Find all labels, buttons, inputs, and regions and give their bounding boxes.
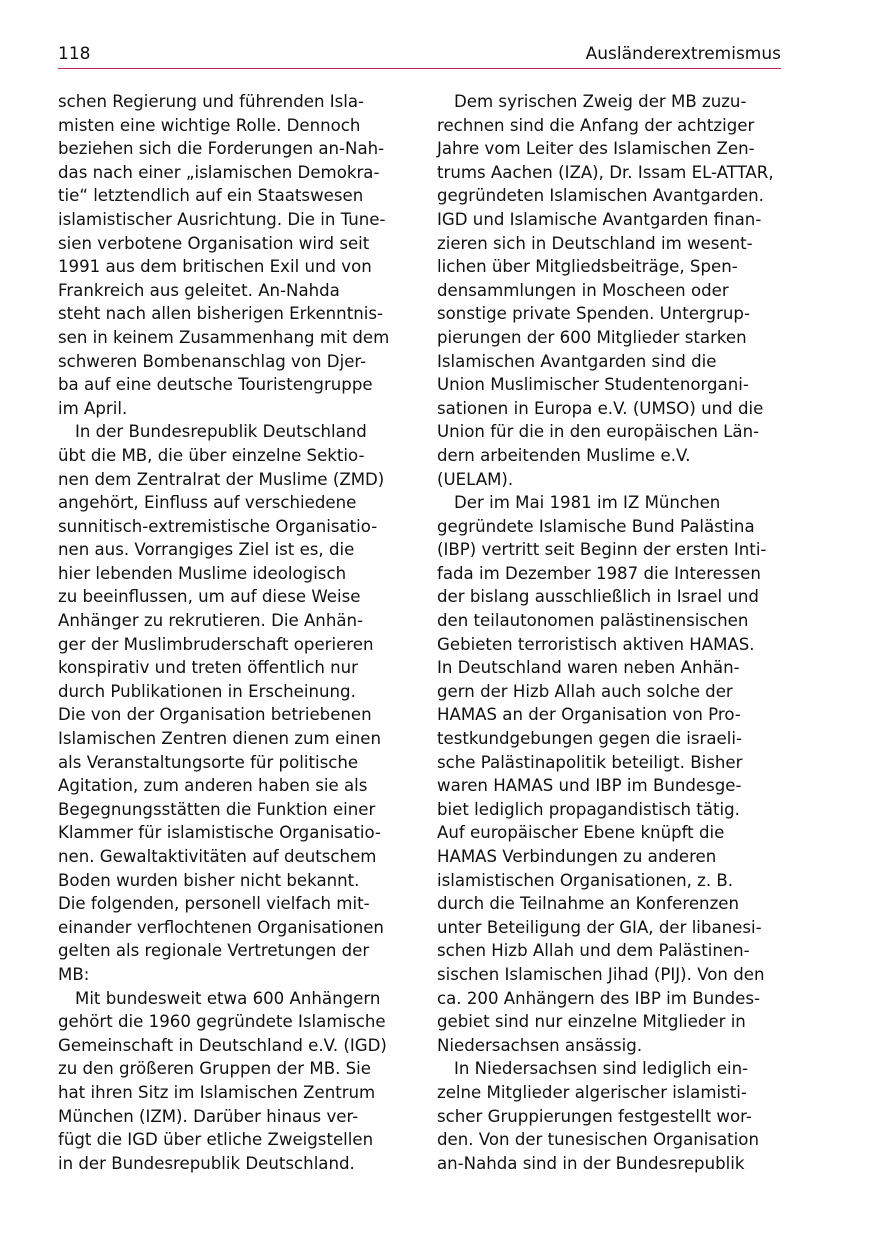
text-line: sche Palästinapolitik beteiligt. Bisher [437,752,743,772]
text-line: Klammer für islamistische Organisatio- [58,823,381,843]
text-line: schen Regierung und führenden Isla- [58,92,365,111]
text-line: pierungen der 600 Mitglieder starken [437,327,747,347]
text-line: Agitation, zum anderen haben sie als [58,776,368,796]
text-line: sationen in Europa e.V. (UMSO) und die [437,398,764,418]
text-line: MB: [58,964,90,984]
text-line: Die folgenden, personell vielfach mit- [58,894,370,914]
text-line: hat ihren Sitz im Islamischen Zentrum [58,1082,376,1102]
text-line: sischen Islamischen Jihad (PIJ). Von den [437,964,765,984]
text-line: Islamischen Zentren dienen zum einen [58,729,382,749]
text-line: Der im Mai 1981 im IZ München [454,493,721,513]
text-line: fada im Dezember 1987 die Interessen [437,563,761,583]
text-line: sunnitisch-extremistische Organisatio- [58,516,378,536]
text-line: scher Gruppierungen festgestellt wor- [437,1106,752,1126]
text-line: In der Bundesrepublik Deutschland [75,422,367,442]
text-line: In Niedersachsen sind lediglich ein- [454,1059,749,1079]
text-line: Islamischen Avantgarden sind die [437,351,717,371]
text-line: sonstige private Spenden. Untergrup- [437,304,750,324]
text-line: rechnen sind die Anfang der achtziger [437,115,755,135]
text-line: übt die MB, die über einzelne Sektio- [58,445,365,465]
text-line: ca. 200 Anhängern des IBP im Bundes- [437,988,760,1008]
text-line: nen dem Zentralrat der Muslime (ZMD) [58,469,385,489]
text-line: waren HAMAS und IBP im Bundesge- [437,776,742,796]
text-line: an-Nahda sind in der Bundesrepublik [437,1153,745,1173]
text-line: Union für die in den europäischen Län- [437,422,760,442]
text-line: ger der Muslimbruderschaft operieren [58,634,374,654]
text-line: 1991 aus dem britischen Exil und von [58,257,372,277]
text-line: als Veranstaltungsorte für politische [58,752,359,772]
text-line: sien verbotene Organisation wird seit [58,233,370,253]
text-line: trums Aachen (IZA), Dr. Issam EL-ATTAR, [437,162,774,182]
text-line: biet lediglich propagandistisch tätig. [437,799,740,819]
text-line: einander verflochtenen Organisationen [58,917,384,937]
text-line: HAMAS Verbindungen zu anderen [437,847,717,866]
text-line: ba auf eine deutsche Touristengruppe [58,375,373,395]
text-line: konspirativ und treten öffentlich nur [58,658,359,678]
text-line: testkundgebungen gegen die israeli- [437,729,742,749]
text-line: schweren Bombenanschlag von Djer- [58,351,367,371]
text-line: unter Beteiligung der GIA, der libanesi- [437,917,762,937]
text-line: gegründeten Islamischen Avantgarden. [437,186,764,206]
text-line: zu beeinflussen, um auf diese Weise [58,587,361,607]
text-line: (UELAM). [437,469,514,489]
text-line: Gebieten terroristisch aktiven HAMAS. [437,634,755,654]
text-line: den. Von der tunesischen Organisation [437,1130,759,1150]
text-line: Union Muslimischer Studentenorgani- [437,375,749,395]
text-line: Niedersachsen ansässig. [437,1035,643,1055]
text-line: Auf europäischer Ebene knüpft die [437,823,725,843]
page-header [58,42,781,69]
text-line: gebiet sind nur einzelne Mitglieder in [437,1012,746,1032]
text-line: gehört die 1960 gegründete Islamische [58,1012,386,1032]
text-line: den teilautonomen palästinensischen [437,611,749,631]
text-line: Begegnungsstätten die Funktion einer [58,799,376,819]
text-line: Frankreich aus geleitet. An-Nahda [58,280,340,300]
text-line: fügt die IGD über etliche Zweigstellen [58,1130,374,1150]
text-line: (IBP) vertritt seit Beginn der ersten Inti- [437,540,767,560]
text-line: In Deutschland waren neben Anhän- [437,658,740,678]
text-line: dern arbeitenden Muslime e.V. [437,445,691,465]
text-line: der bislang ausschließlich in Israel und [437,587,759,607]
text-line: München (IZM). Darüber hinaus ver- [58,1106,359,1126]
text-line: Anhänger zu rekrutieren. Die Anhän- [58,611,364,631]
text-line: Die von der Organisation betriebenen [58,705,372,725]
text-line: nen. Gewaltaktivitäten auf deutschem [58,847,377,866]
text-line: tie“ letztendlich auf ein Staatswesen [58,186,364,206]
text-line: IGD und Islamische Avantgarden finan- [437,209,762,229]
text-column-left [58,90,403,1175]
running-title: Ausländerextremismus [585,44,781,64]
text-line: gern der Hizb Allah auch solche der [437,681,733,701]
text-line: gegründete Islamische Bund Palästina [437,516,755,536]
text-line: lichen über Mitgliedsbeiträge, Spen- [437,257,738,277]
text-line: angehört, Einfluss auf verschiedene [58,493,357,513]
text-line: steht nach allen bisherigen Erkenntnis- [58,304,383,324]
text-line: Gemeinschaft in Deutschland e.V. (IGD) [58,1035,387,1055]
text-line: in der Bundesrepublik Deutschland. [58,1153,355,1173]
text-line: zu den größeren Gruppen der MB. Sie [58,1059,372,1079]
text-line: HAMAS an der Organisation von Pro- [437,705,741,725]
text-line: densammlungen in Moscheen oder [437,280,729,300]
text-line: Jahre vom Leiter des Islamischen Zen- [437,139,755,159]
text-line: zieren sich in Deutschland im wesent- [437,233,753,253]
text-line: beziehen sich die Forderungen an-Nah- [58,139,385,159]
text-line: durch Publikationen in Erscheinung. [58,681,356,701]
text-line: durch die Teilnahme an Konferenzen [437,894,739,914]
text-column-right [437,90,782,1175]
text-line: schen Hizb Allah und dem Palästinen- [437,941,750,961]
text-line: das nach einer „islamischen Demokra- [58,162,380,182]
text-line: zelne Mitglieder algerischer islamisti- [437,1082,747,1102]
text-line: nen aus. Vorrangiges Ziel ist es, die [58,540,355,560]
text-line: Boden wurden bisher nicht bekannt. [58,870,360,890]
text-line: Mit bundesweit etwa 600 Anhängern [75,988,381,1008]
text-line: sen in keinem Zusammenhang mit dem [58,327,390,347]
text-line: Dem syrischen Zweig der MB zuzu- [454,92,747,111]
text-line: islamistischer Ausrichtung. Die in Tune- [58,209,386,229]
text-line: im April. [58,398,128,418]
text-line: hier lebenden Muslime ideologisch [58,563,347,583]
page-number: 118 [58,44,91,64]
text-line: gelten als regionale Vertretungen der [58,941,370,961]
text-line: misten eine wichtige Rolle. Dennoch [58,115,361,135]
text-line: islamistischen Organisationen, z. B. [437,870,734,890]
